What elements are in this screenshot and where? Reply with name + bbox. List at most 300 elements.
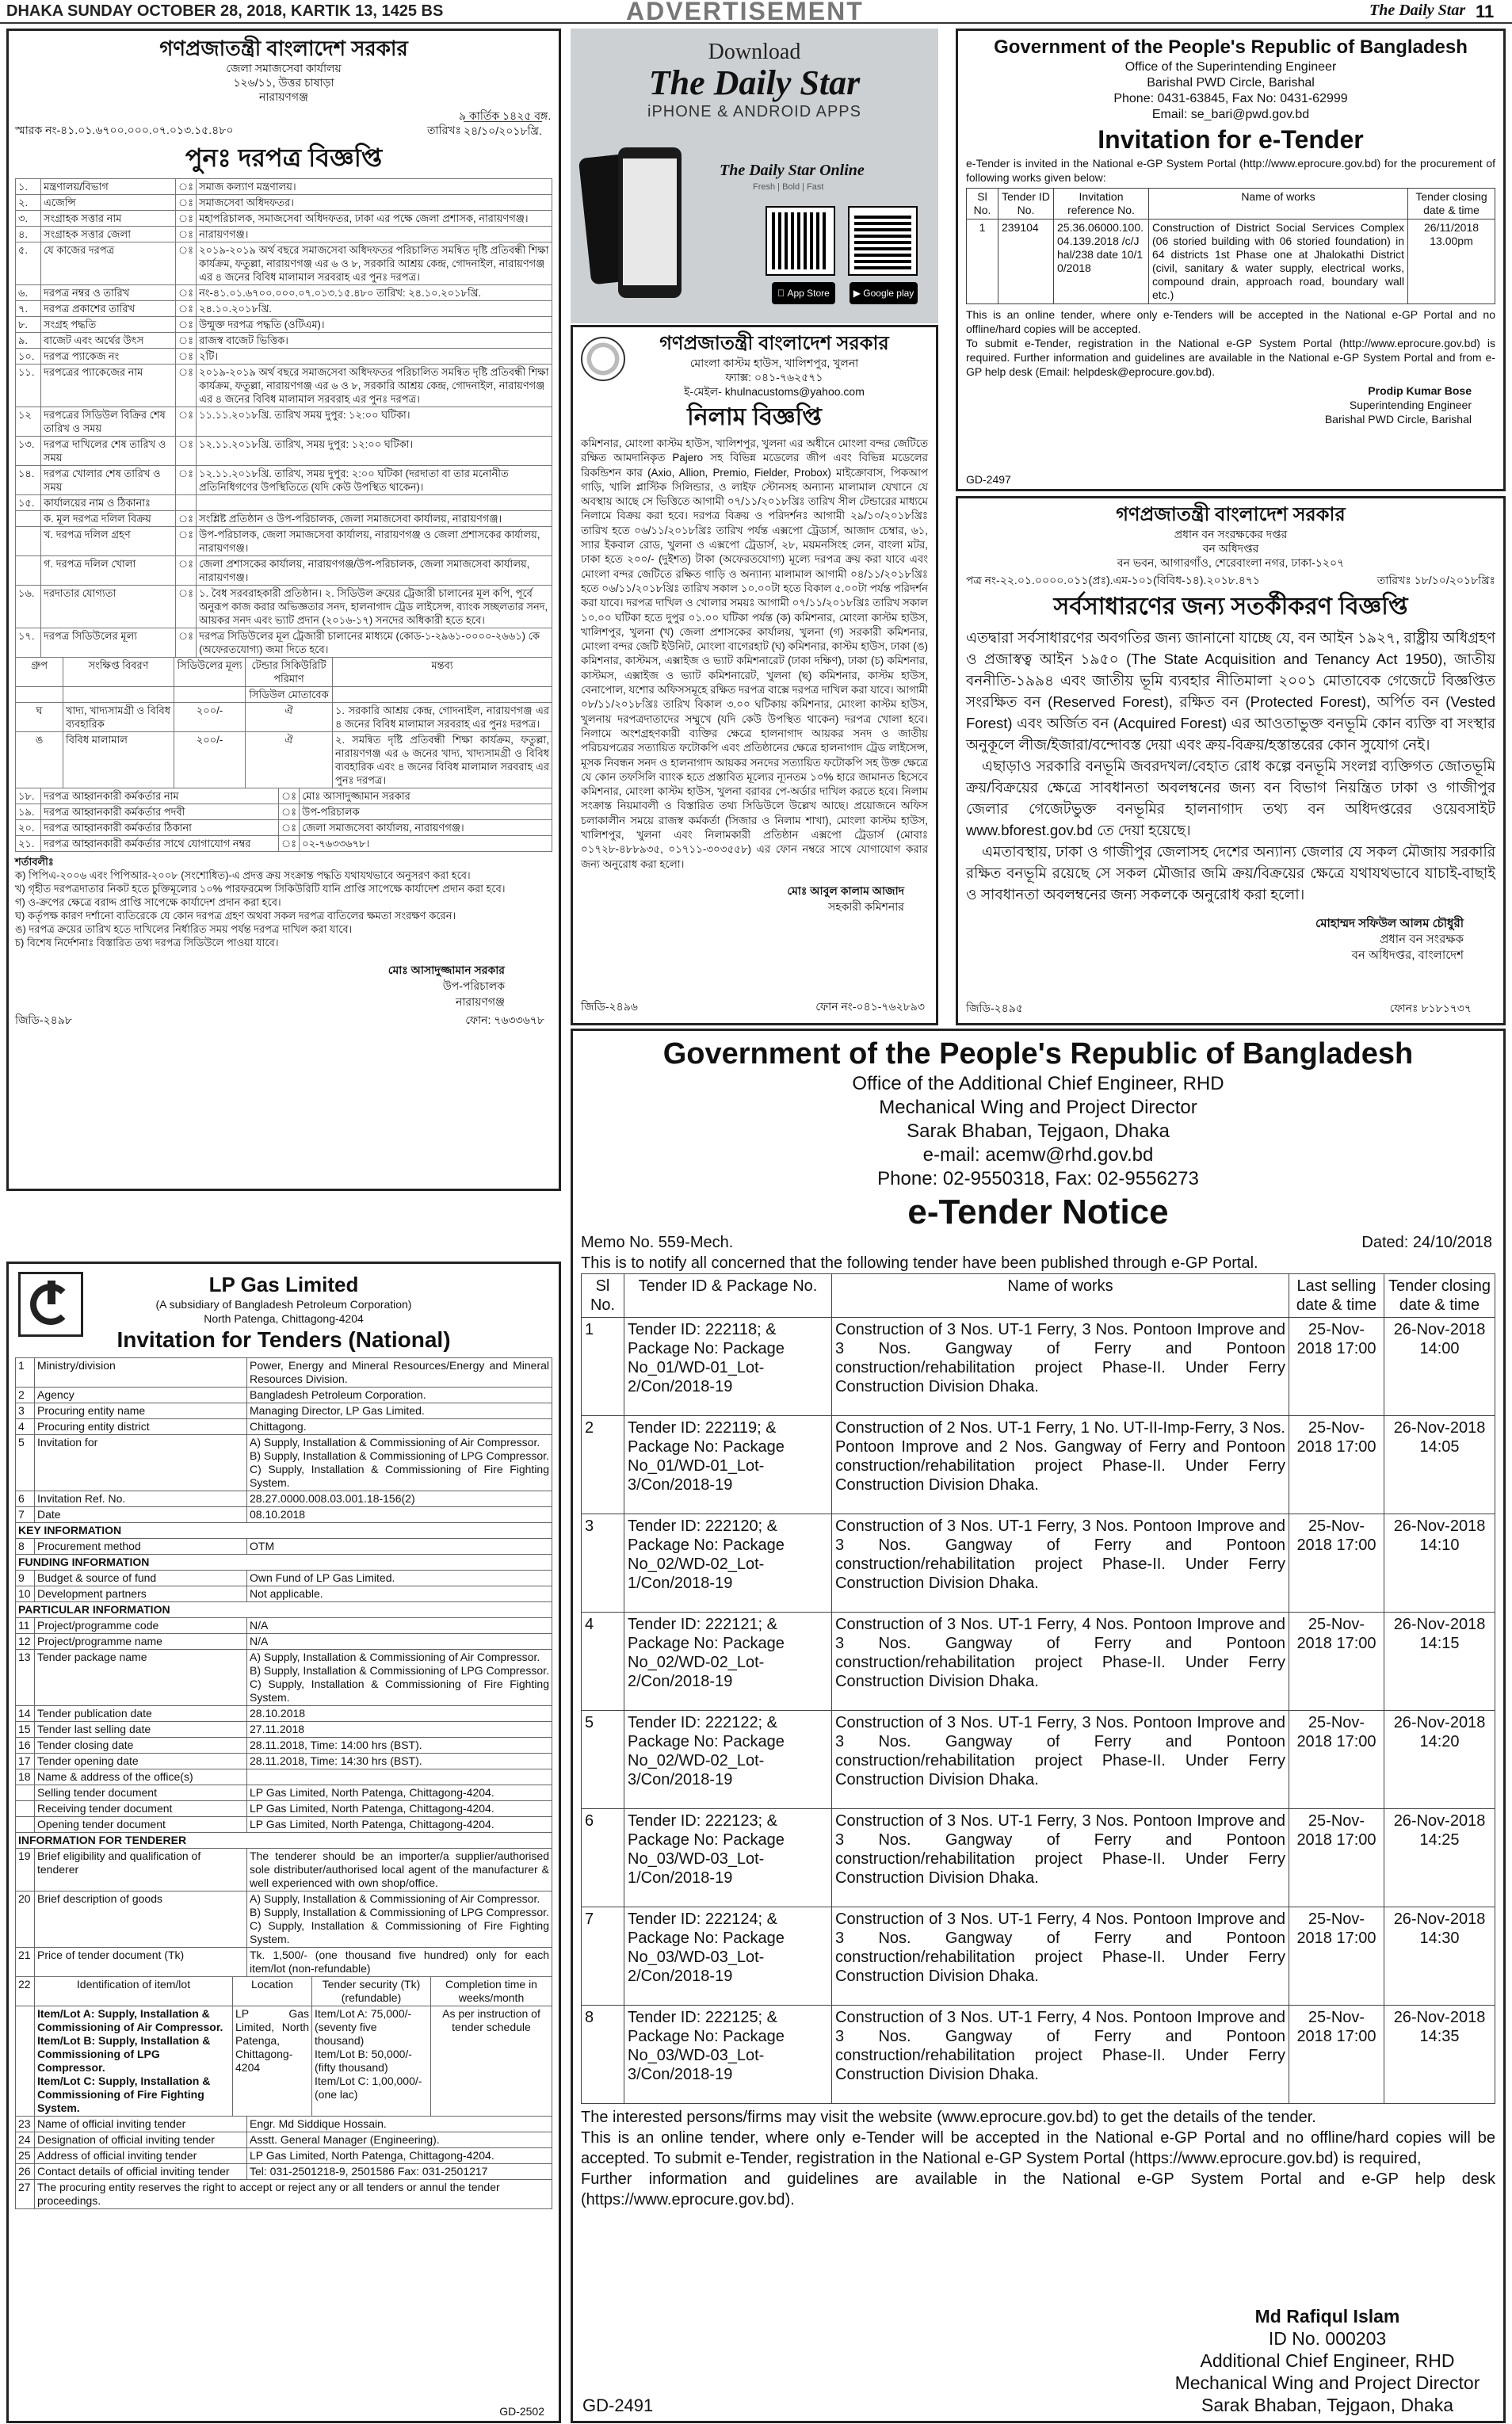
cell: ঃ — [176, 511, 197, 527]
cell: 26-Nov-2018 14:35 — [1384, 2006, 1495, 2104]
col-header: Invitation reference No. — [1054, 189, 1149, 219]
intro: e-Tender is invited in the National e-GP System Portal (http://www.eprocure.gov.bd) for the procurement of following works given below: — [966, 157, 1495, 184]
cell: 25-Nov-2018 17:00 — [1289, 1318, 1384, 1416]
cell: 4 — [16, 1419, 35, 1435]
date: তারিখঃ ১৮/১০/২০১৮খ্রিঃ — [1376, 574, 1495, 586]
table-row — [16, 179, 552, 195]
cell: 26 — [16, 2164, 35, 2180]
cell: ঃ — [176, 301, 197, 317]
cell: ২১. — [16, 836, 41, 852]
cell: ঃ — [176, 349, 197, 365]
table-row — [16, 2148, 552, 2164]
cell: ০২-৭৬৩৩৬৭৮। — [300, 836, 552, 852]
signatory-title: সহকারী কমিশনার — [827, 899, 904, 913]
cell: ১৯. — [16, 804, 41, 820]
google-play-badge[interactable]: ▶ Google play — [850, 282, 918, 304]
page-header — [0, 0, 1512, 24]
cell: 2 — [16, 1388, 35, 1403]
ad-address: নারায়ণগঞ্জ — [258, 90, 309, 103]
cell: Tender ID: 222124; & Package No: Package No_03/WD-03_Lot-2/Con/2018-19 — [624, 1907, 832, 2006]
lot-completion: As per instruction of tender schedule — [431, 2006, 552, 2117]
cell: ১৩. — [16, 437, 41, 466]
cell: 19 — [16, 1849, 35, 1891]
signatory-address: Sarak Bhaban, Tejgaon, Dhaka — [1201, 2395, 1453, 2415]
table-row — [16, 1602, 552, 1618]
cell: 17 — [16, 1754, 35, 1769]
app-store-badge[interactable]: App Store — [772, 282, 835, 304]
cell: দরপত্র আহ্বানকারী কর্মকর্তার পদবী — [41, 804, 279, 820]
cell: Address of official inviting tender — [35, 2148, 247, 2164]
table-row — [16, 1948, 552, 1977]
table-row — [16, 349, 552, 365]
cell: Date — [35, 1507, 247, 1523]
cell: ২. সমন্বিত দৃষ্টি প্রতিবন্ধী শিক্ষা কার্যক্রম, ফতুল্লা, নারায়ণগঞ্জ এর ৬ জনের খাদ্য, খাদ্যসামগ্রী ও বিবিধ ব্যবহারিক এবং ৪ জনের বিবিধ মালামাল সরবরাহ এর পুনঃ দরপত্র। — [333, 732, 552, 788]
col-header: Tender closing date & time — [1408, 189, 1495, 219]
ad-title: নিলাম বিজ্ঞপ্তি — [687, 404, 822, 430]
cell: Brief eligibility and qualification of tenderer — [35, 1849, 247, 1891]
signatory-place: নারায়ণগঞ্জ — [455, 995, 505, 1008]
cell: LP Gas Limited, North Patenga, Chittagong-4204. — [247, 1785, 552, 1801]
signatory-name: Prodip Kumar Bose — [1368, 384, 1472, 397]
table-row — [16, 732, 552, 788]
table-row — [16, 1403, 552, 1419]
cell: ১. বৈধ সরবরাহকারী প্রতিষ্ঠান। ২. সিডিউল ক্রয়ের ট্রেজারী চালানের মূল কপি, পূর্বে অনুরূপ কাজ করার অভিজ্ঞতার সনদ, হালনাগাদ ট্রেড লাইসেন্স, ব্যাংক সচ্ছলতার সনদ, আয়কর সনদ এবং ভ্যাট প্রদান (২০১৬-১৭) সনদের অধিকারী হতে হবে। — [197, 586, 552, 628]
ad-forest-warning — [956, 496, 1506, 1025]
cell: এজেন্সি — [41, 195, 176, 211]
cell: 26-Nov-2018 14:05 — [1384, 1416, 1495, 1514]
cell: ঃ — [176, 179, 197, 195]
table-row — [582, 1613, 1495, 1711]
cell: The procuring entity reserves the right to accept or reject any or all tenders or annul the tender proceedings. — [35, 2180, 552, 2209]
cell: সমাজ কল্যাণ মন্ত্রণালয়। — [197, 179, 552, 195]
tagline: Fresh | Bold | Fast — [753, 182, 824, 192]
signatory-title: উপ-পরিচালক — [442, 979, 505, 992]
schedule-table — [15, 657, 552, 788]
cell: ঘ — [16, 703, 63, 732]
cell: 26-Nov-2018 14:25 — [1384, 1809, 1495, 1907]
cell: ১৫. — [16, 495, 41, 511]
cell: ঃ — [279, 804, 300, 820]
table-row — [16, 1801, 552, 1817]
lot-table — [15, 1976, 552, 2117]
cell: Construction of 3 Nos. UT-1 Ferry, 3 Nos. Pontoon Improve and 3 Nos. Gangway of Ferry and Pontoon construction/rehabilitation project Phase-II. Under Ferry Construction Division Dhaka. — [832, 1809, 1289, 1907]
cell: ২০১৯-২০১৯ অর্থ বছরে সমাজসেবা অধিদফতর পরিচালিত সমন্বিত দৃষ্টি প্রতিবন্ধী শিক্ষা কার্যক্রম, ফতুল্লা, নারায়ণগঞ্জ এর ৬ ও ৮, সরকারি আশ্রয় কেন্দ্র, গোদনাইল, নারায়ণগঞ্জ এর ৪ জনের বিবিধ মালামাল সরবরাহ এর পুনঃ দরপত্র। — [197, 365, 552, 407]
cell: মন্ত্রণালয়/বিভাগ — [41, 179, 176, 195]
wing: Mechanical Wing and Project Director — [879, 1097, 1197, 1118]
phone-mockup — [618, 147, 682, 298]
cell: 2 — [582, 1416, 624, 1514]
signatory-name: মোহাম্মদ সফিউল আলম চৌধুরী — [1315, 917, 1464, 930]
gd-code: GD-2497 — [966, 473, 1011, 486]
cell: দরপত্র খোলার শেষ তারিখ ও সময় — [41, 466, 176, 495]
cell: যে কাজের দরপত্র — [41, 242, 176, 285]
gd-code: জিডি-২৪৯৬ — [581, 1000, 638, 1013]
cell: খ. দরপত্র দলিল গ্রহণ — [41, 527, 176, 556]
table-row — [16, 1891, 552, 1948]
cell: Invitation Ref. No. — [35, 1491, 247, 1507]
gd-code: জিডি-২৪৯৫ — [966, 1002, 1023, 1014]
cell: দরপত্র দাখিলের শেষ তারিখ ও সময় — [41, 437, 176, 466]
office-address: মোংলা কাস্টম হাউস, খালিশপুর, খুলনা — [689, 357, 859, 369]
cell: 24 — [16, 2132, 35, 2148]
cell: Development partners — [35, 1586, 247, 1602]
cell: OTM — [247, 1539, 552, 1555]
cell — [16, 556, 41, 586]
cell: Budget & source of fund — [35, 1571, 247, 1586]
table-row — [16, 1769, 552, 1785]
cell: ঃ — [279, 820, 300, 836]
ad-gov-title: গণপ্রজাতন্ত্রী বাংলাদেশ সরকার — [659, 333, 889, 354]
cell — [197, 495, 552, 511]
cell: A) Supply, Installation & Commissioning of Air Compressor. B) Supply, Installation & Commissioning of LPG Compressor. C) Supply, Installation & Commissioning of Fire Fighting System. — [247, 1650, 552, 1706]
table-row — [16, 365, 552, 407]
cell: ৫. — [16, 242, 41, 285]
table-row — [16, 1358, 552, 1388]
cell: LP Gas Limited, North Patenga, Chittagong-4204. — [247, 2148, 552, 2164]
ad-title: সর্বসাধারণের জন্য সতর্কীকরণ বিজ্ঞপ্তি — [1053, 594, 1408, 620]
cell: 8 — [582, 2006, 624, 2104]
cell: ঃ — [176, 437, 197, 466]
cell — [247, 1769, 552, 1785]
ad-title: পুনঃ দরপত্র বিজ্ঞপ্তি — [185, 143, 383, 172]
signatory-title: Superintending Engineer — [1349, 399, 1472, 411]
cell: ১০. — [16, 349, 41, 365]
table-row — [16, 2164, 552, 2180]
cell: Tender ID: 222123; & Package No: Package No_03/WD-03_Lot-1/Con/2018-19 — [624, 1809, 832, 1907]
cell: N/A — [247, 1634, 552, 1650]
cell: Tender ID: 222122; & Package No: Package No_02/WD-02_Lot-3/Con/2018-19 — [624, 1711, 832, 1809]
cell: সংগ্রাহক সত্তার জেলা — [41, 227, 176, 242]
ad-body: কমিশনার, মোংলা কাস্টম হাউস, খালিশপুর, খুলনা এর অধীনে মোংলা বন্দর জেটিতে রক্ষিত আমদানিকৃত Pajero সহ বিভিন্ন মডেলের জীপ এবং বিভিন্ন মডেলের রিকন্ডিশন কার (Axio, Allion, Premio, Fielder, Probox) মাইক্রোবাস, পিকআপ গাড়ি, খালি প্লাস্টিক সিলিন্ডার, ও লাইফ স্টোনসহ অন্যান্য মালামাল যেখানে যে অবস্থায় আছে সে ভিত্তিতে আগামী ০৭/১১/২০১৮খ্রিঃ তারিখ সীল টেন্ডারের মাধ্যমে নিলামে বিক্রয় করা হবে। দরপত্র বিক্রয় ও পরিদর্শনঃ আগামী ২৯/১০/২০১৮খ্রিঃ তারিখ হতে ০৬/১১/২০১৮খ্রিঃ তারিখ পর্যন্ত এক্সপো ট্রেডার্স, আজাদ চেম্বার, ৬১, স্যার ইকবাল রোড, খুলনা ও এক্সপো ট্রেডার্স, ২৮, ময়মনসিংহ লেন, বাংলা মটর, ঢাকা হতে ২০০/- (দুইশত) টাকা (অফেরতযোগ্য) মূল্যে দরপত্র ক্রয় করা যাবে এবং মোংলা বন্দর জেটিতে রক্ষিত গাড়ি ও অন্যান্য মালামাল আগামী ০৪/১১/২০১৮খ্রিঃ হতে ০৬/১১/২০১৮খ্রিঃ তারিখ সকাল ১০.০০টা হতে বিকাল ৫.০০টা পর্যন্ত পরিদর্শন করা যাবে। দরপত্র দাখিল ও খোলার সময়ঃ আগামী ০৭/১১/২০১৮খ্রিঃ তারিখ সকাল ১০.০০ ঘটিকা হতে দুপুর ০১.০০ ঘটিকা পর্যন্ত (ক) কমিশনার, মোংলা কাস্টম হাউস, খালিশপুর, খুলনা (খ) জেলা প্রশাসকের কার্যালয়, খুলনা (গ) সরকারী কমিশনার, মোংলা বন্দর জেটি ইউনিট, মোংলা বাগেরহাট (ঘ) কমিশনার, কাস্টম হাউস, ঢাকা (ঙ) কমিশনার, কাস্টমস, এক্সাইজ ও ভ্যাট কমিশনারেট (ঢাকা দক্ষিণ), ঢাকা (চ) কমিশনার, কাস্টমস, এক্সাইজ ও ভ্যাট কমিশনারেট, খুলনা (ছ) কমিশনার, কাস্টম হাউস, বেনাপোল, যশোর অফিসসমূহে রক্ষিত দরপত্র বাক্সে দরপত্র দাখিল করা যাবে। আগামী ০৮/১১/২০১৮খ্রিঃ তারিখ বিকাল ৩.০০ ঘটিকায় কমিশনার, মোংলা কাস্টম হাউস, খুলনায় দরপত্রদাতাদের সম্মুখে (যদি কেউ উপস্থিত থাকেন) দরপত্র খোলা হবে। নিলামে অংশগ্রহণকারী ব্যক্তির ক্ষেত্রে হালনাগাদ আয়কর সনদ ও জাতীয় পরিচয়পত্রের সত্যায়িত ফটোকপি এবং প্রতিষ্ঠানের ক্ষেত্রে হালনাগাদ ট্রেড লাইসেন্স, মূসক নিবন্ধন সনদ ও হালনাগাদ আয়কর সনদের সত্যায়িত ফটোকপি সহ উক্ত ক্ষেত্রে যে কোন তফসিলি ব্যাংক হতে প্রস্তাবিত মূল্যের ন্যূনতম ১০% হারে জামানত হিসেবে কমিশনার, মোংলা কাস্টম হাউস, খুলনা বরাবর পে-অর্ডার দাখিল করতে হবে। নিলাম সংক্রান্ত নিয়মাবলী ও বিস্তারিত তথ্য সিডিউলে উল্লেখ আছে। প্রয়োজনে অফিস চলাকালীন সময়ে রাজস্ব কর্মকর্তা (সিজার ও নিলাম শাখা), মোংলা কাস্টম হাউস, খালিশপুর, খুলনা এবং নিলামকারী প্রতিষ্ঠান এক্সপো ট্রেডার্স (মোবাঃ ০১৭২৮-৪৮৮৯৩৫, ০১৭১১-৩০৩৫৫৮) এর ফোন নম্বরে সাথে যোগাযোগ করার জন্য অনুরোধ করা হলো। — [581, 437, 929, 870]
table-row — [16, 407, 552, 437]
table-row — [16, 2132, 552, 2148]
signatory-wing: Mechanical Wing and Project Director — [1174, 2372, 1480, 2393]
cell: Construction of 3 Nos. UT-1 Ferry, 4 Nos. Pontoon Improve and 3 Nos. Gangway of Ferry and Pontoon construction/rehabilitation project Phase-II. Under Ferry Construction Division Dhaka. — [832, 1613, 1289, 1711]
table-row — [16, 527, 552, 556]
cell: সংশ্লিষ্ট প্রতিষ্ঠান ও উপ-পরিচালক, জেলা সমাজসেবা কার্যালয়, নারায়ণগঞ্জ। — [197, 511, 552, 527]
cell: Construction of 3 Nos. UT-1 Ferry, 3 Nos. Pontoon Improve and 3 Nos. Gangway of Ferry and Pontoon construction/rehabilitation project Phase-II. Under Ferry Construction Division Dhaka. — [832, 1514, 1289, 1613]
signatory-name: Md Rafiqul Islam — [1254, 2306, 1400, 2327]
cell: খাদ্য, খাদ্যসামগ্রী ও বিবিধ ব্যবহারিক — [63, 703, 174, 732]
paragraph: এছাড়াও সরকারি বনভূমি জবরদখল/বেহাত রোধ কল্পে বনভূমি সংলগ্ন ব্যক্তিগত জোতভূমি ক্রয়/বিক্রয়ের ক্ষেত্রে সাবধানতা অবলম্বনের জন্য বন বিভাগ নিয়ন্ত্রিত ঢাকা ও গাজীপুর জেলার গেজেটভুক্ত বনভূমির হালনাগাদ তথ্য বন অধিদপ্তরের ওয়েবসাইট www.bforest.gov.bd তে দেয়া হয়েছে। — [966, 758, 1495, 838]
cell: 22 — [16, 1977, 35, 2006]
masthead: The Daily Star — [1369, 2, 1466, 19]
table-row — [16, 820, 552, 836]
cell: 12 — [16, 1634, 35, 1650]
section-heading: KEY INFORMATION — [16, 1523, 552, 1539]
table-row — [16, 285, 552, 301]
cell: ১২ — [16, 407, 41, 437]
cell: ঃ — [176, 466, 197, 495]
qr-code-icon — [850, 208, 916, 274]
cell: ঃ — [279, 836, 300, 852]
page-number: 11 — [1476, 2, 1495, 21]
cell: জেলা সমাজসেবা কার্যালয়, নারায়ণগঞ্জ। — [300, 820, 552, 836]
table-row — [16, 1388, 552, 1403]
ad-gov-title: Government of the People's Republic of Bangladesh — [662, 1037, 1414, 1071]
office-circle: Barishal PWD Circle, Barishal — [1147, 76, 1315, 90]
cell: Project/programme code — [35, 1618, 247, 1634]
cell: ৯. — [16, 333, 41, 349]
cell: LP Gas Limited, North Patenga, Chittagong-4204. — [247, 1817, 552, 1833]
table-row — [16, 2117, 552, 2132]
col-header: মন্তব্য — [333, 658, 552, 687]
col-header: Identification of item/lot — [35, 1977, 233, 2006]
cell: বিবিধ মালামাল — [63, 732, 174, 788]
cell: ১. — [16, 179, 41, 195]
cell: 11 — [16, 1618, 35, 1634]
cell: দরপত্র প্যাকেজ নং — [41, 349, 176, 365]
cell: 13 — [16, 1650, 35, 1706]
table-row — [16, 242, 552, 285]
cell: 28.11.2018, Time: 14:00 hrs (BST). — [247, 1738, 552, 1754]
cell: 26-Nov-2018 14:00 — [1384, 1318, 1495, 1416]
signatory-name: মোঃ আবুল কালাম আজাদ — [787, 884, 904, 897]
cell: ২০০/- — [174, 703, 246, 732]
table-row — [16, 788, 552, 804]
ad-gov-title: গণপ্রজাতন্ত্রী বাংলাদেশ সরকার — [159, 36, 408, 60]
cell: 28.11.2018, Time: 14:30 hrs (BST). — [247, 1754, 552, 1769]
condition-item: চ) বিশেষ নির্দেশনাঃ বিস্তারিত তথ্য দরপত্র সিডিউলে পাওয়া যাবে। — [15, 937, 279, 949]
cell: গ. দরপত্র দলিল খোলা — [41, 556, 176, 586]
cell: 25 — [16, 2148, 35, 2164]
cell — [16, 1801, 35, 1817]
table-row — [16, 1785, 552, 1801]
cell: Managing Director, LP Gas Limited. — [247, 1403, 552, 1419]
cell: ঃ — [176, 285, 197, 301]
col-header: Location — [233, 1977, 312, 2006]
cell: 28.27.0000.008.03.001.18-156(2) — [247, 1491, 552, 1507]
cell: ৬. — [16, 285, 41, 301]
cell: ঃ — [176, 195, 197, 211]
cell: জেলা প্রশাসকের কার্যালয়, নারায়ণগঞ্জ/উপ-পরিচালক, জেলা সমাজসেবা কার্যালয়, নারায়ণগঞ্জ। — [197, 556, 552, 586]
cell: 26-Nov-2018 14:10 — [1384, 1514, 1495, 1613]
cell: 21 — [16, 1948, 35, 1977]
download-label: Download — [708, 40, 801, 64]
cell: Construction of 3 Nos. UT-1 Ferry, 4 Nos. Pontoon Improve and 3 Nos. Gangway of Ferry and Pontoon construction/rehabilitation project Phase-II. Under Ferry Construction Division Dhaka. — [832, 1907, 1289, 2006]
col-header: Tender ID & Package No. — [624, 1274, 832, 1318]
cell: Ministry/division — [35, 1358, 247, 1388]
cell: 3 — [582, 1514, 624, 1613]
table-row — [582, 2006, 1495, 2104]
note-registration: To submit e-Tender, registration in the National e-GP System Portal (http://www.eprocure.gov.bd) is required. Further information and guidelines are available in the National e-GP System Portal and from e-GP help desk (Email: helpdesk@eprocure.gov.bd). — [966, 337, 1495, 378]
signatory-office: Barishal PWD Circle, Barishal — [1324, 413, 1472, 426]
cell: Own Fund of LP Gas Limited. — [247, 1571, 552, 1586]
table-row — [16, 211, 552, 227]
ad-gov-title: Government of the People's Republic of Bangladesh — [994, 36, 1468, 58]
signatory-office: বন অধিদপ্তর, বাংলাদেশ — [1351, 949, 1464, 962]
table-row — [16, 556, 552, 586]
dated: Dated: 24/10/2018 — [1361, 1234, 1492, 1251]
table-row — [16, 1817, 552, 1833]
cell: ২৪.১০.২০১৮খ্রি. — [197, 301, 552, 317]
phone-fax: Phone: 0431-63845, Fax No: 0431-62999 — [1113, 92, 1348, 105]
table-row — [16, 687, 552, 703]
table-row — [16, 1507, 552, 1523]
memo-number: পত্র নং-২২.০১.০০০০.০১১(প্রঃ).এম-১০১(বিবিধ-১৪).২০১৮.৪৭১ — [966, 574, 1260, 586]
cell: 1 — [967, 219, 998, 304]
table-row — [16, 227, 552, 242]
cell: ঃ — [176, 527, 197, 556]
cell: ঃ — [176, 586, 197, 628]
table-row — [16, 317, 552, 333]
cell: 25-Nov-2018 17:00 — [1289, 1416, 1384, 1514]
cell — [16, 527, 41, 556]
cell: N/A — [247, 1618, 552, 1634]
col-header: Sl No. — [967, 189, 998, 219]
cell: Construction of 3 Nos. UT-1 Ferry, 3 Nos. Pontoon Improve and 3 Nos. Gangway of Ferry and Pontoon construction/rehabilitation project Phase-II. Under Ferry Construction Division Dhaka. — [832, 1318, 1289, 1416]
cell: নং-৪১.০১.৬৭০০.০০০.০৭.০১৩.১৫.৪৮০ তারিখ: ২৪.১০.২০১৮খ্রি. — [197, 285, 552, 301]
condition-item: ঘ) কর্তৃপক্ষ কারণ দর্শানো ব্যতিরেকে যে কোন দরপত্র গ্রহণ অথবা সকল দরপত্র বাতিলের ক্ষমতা সংরক্ষণ করেন। — [15, 910, 456, 922]
cell: ঃ — [279, 788, 300, 804]
cell: ২০১৯-২০১৯ অর্থ বছরে সমাজসেবা অধিদফতর পরিচালিত সমন্বিত দৃষ্টি প্রতিবন্ধী শিক্ষা কার্যক্রম, ফতুল্লা, নারায়ণগঞ্জ এর ৬ ও ৮, সরকারি আশ্রয় কেন্দ্র, গোদনাইল, নারায়ণগঞ্জ এর ৪ জনের বিবিধ মালামাল সরবরাহ এর পুনঃ দরপত্র। — [197, 242, 552, 285]
cell: দরপত্র আহ্বানকারী কর্মকর্তার সাথে যোগাযোগ নম্বর — [41, 836, 279, 852]
footer-note: Further information and guidelines are available in the National e-GP System Portal and e-GP help desk (https://www.eprocure.gov.bd). — [581, 2170, 1495, 2208]
cell: ২০. — [16, 820, 41, 836]
tender-info-table — [15, 178, 552, 658]
ad-office: জেলা সমাজসেবা কার্যালয় — [226, 62, 342, 74]
play-icon: ▶ — [853, 288, 861, 299]
cell: মহাপরিচালক, সমাজসেবা অধিদফতর, ঢাকা এর পক্ষে জেলা প্রশাসক, নারায়ণগঞ্জ। — [197, 211, 552, 227]
cell: 15 — [16, 1722, 35, 1738]
cell: Power, Energy and Mineral Resources/Energy and Mineral Resources Division. — [247, 1358, 552, 1388]
cell: 5 — [16, 1435, 35, 1491]
cell: 25-Nov-2018 17:00 — [1289, 1711, 1384, 1809]
col-header: সিডিউলের মূল্য — [174, 658, 246, 687]
table-row — [16, 1419, 552, 1435]
ad-address: ১২৬/১১, উত্তর চাষাড়া — [233, 76, 334, 89]
cell: 16 — [16, 1738, 35, 1754]
cell: 27.11.2018 — [247, 1722, 552, 1738]
cell: দরপত্র নম্বর ও তারিখ — [41, 285, 176, 301]
signatory-title: প্রধান বন সংরক্ষক — [1380, 933, 1464, 946]
table-row — [16, 1555, 552, 1571]
cell: 25-Nov-2018 17:00 — [1289, 1907, 1384, 2006]
table-row — [16, 1849, 552, 1891]
cell: 239104 — [998, 219, 1054, 304]
cell: ঙ — [16, 732, 63, 788]
cell: Bangladesh Petroleum Corporation. — [247, 1388, 552, 1403]
col-header: Name of works — [1149, 189, 1408, 219]
ad-title: Invitation for e-Tender — [1098, 125, 1364, 154]
company-address: North Patenga, Chittagong-4204 — [204, 1312, 364, 1325]
ad-daily-star-app — [571, 29, 938, 323]
email: Email: se_bari@pwd.gov.bd — [1151, 108, 1310, 121]
cell: ১৭. — [16, 628, 41, 658]
cell: দরদাতার যোগ্যতা — [41, 586, 176, 628]
cell: ১. সরকারি আশ্রয় কেন্দ্র, গোদনাইল, নারায়ণগঞ্জ এর ৪ জনের বিবিধ মালামাল সরবরাহ এর পুনঃ দরপত্র। — [333, 703, 552, 732]
subsidiary-note: (A subsidiary of Bangladesh Petroleum Corporation) — [155, 1298, 412, 1311]
cell: ঃ — [176, 317, 197, 333]
cell: 6 — [16, 1491, 35, 1507]
company-name: LP Gas Limited — [208, 1273, 359, 1296]
cell — [176, 495, 197, 511]
cell: Construction of District Social Services Complex (06 storied building with 06 storied foundation) in 64 districts 1st Phase one at Jhalokathi District (civil, sanitary & water supply, electrical works, compound drain, approach road, boundary wall etc.) — [1149, 219, 1408, 304]
table-row — [16, 1833, 552, 1849]
lp-gas-logo-icon — [18, 1272, 83, 1337]
cell: 9 — [16, 1571, 35, 1586]
col-header: Last selling date & time — [1289, 1274, 1384, 1318]
cell: LP Gas Limited, North Patenga, Chittagong-4204. — [247, 1801, 552, 1817]
paragraph: এমতাবস্থায়, ঢাকা ও গাজীপুর জেলাসহ দেশের অন্যান্য জেলার যে সকল মৌজায় সরকারি রক্ষিত বনভূমি রয়েছে সে সকল মৌজার জমি ক্রয়/বিক্রয়ের ক্ষেত্রে যথাযথভাবে যাচাই-বাছাই ও সাবধানতা অবলম্বনের জন্য সকলকে অনুরোধ করা হলো। — [966, 843, 1495, 903]
cell: ঃ — [176, 628, 197, 658]
cell: Tender package name — [35, 1650, 247, 1706]
cell: দরপত্রের সিডিউল বিক্রির শেষ তারিখ ও সময় — [41, 407, 176, 437]
cell: Procuring entity district — [35, 1419, 247, 1435]
col-header: Tender ID No. — [998, 189, 1054, 219]
ad-lp-gas-tender — [6, 1262, 561, 2423]
gd-code: জিডি-২৪৯৮ — [15, 1013, 72, 1026]
phone-fax: Phone: 02-9550318, Fax: 02-9556273 — [877, 1168, 1199, 1189]
table-row — [16, 1650, 552, 1706]
cell — [16, 511, 41, 527]
section-heading: FUNDING INFORMATION — [16, 1555, 552, 1571]
lot-security: Item/Lot A: 75,000/- (seventy five thousand) Item/Lot B: 50,000/- (fifty thousand) Item/Lot C: 1,00,000/- (one lac) — [312, 2006, 431, 2117]
table-row — [16, 1586, 552, 1602]
cell: ১৮. — [16, 788, 41, 804]
cell: ২. — [16, 195, 41, 211]
ad-gov-title: গণপ্রজাতন্ত্রী বাংলাদেশ সরকার — [1116, 504, 1346, 525]
cell: Tender ID: 222125; & Package No: Package No_03/WD-03_Lot-3/Con/2018-19 — [624, 2006, 832, 2104]
condition-item: ক) পিপিএ-২০০৬ এবং পিপিআর-২০০৮ (সংশোধিত)-এ প্রদত্ত ক্রয় সংক্রান্ত পদ্ধতি যথাযথভাবে অনুসরণ করা হবে। — [15, 869, 471, 881]
cell: Tender last selling date — [35, 1722, 247, 1738]
cell — [16, 1785, 35, 1801]
col-header: Completion time in weeks/month — [431, 1977, 552, 2006]
cell: Construction of 2 Nos. UT-1 Ferry, 1 No. UT-II-Imp-Ferry, 3 Nos. Pontoon Improve and 2 Nos. Gangway of Ferry and Pontoon construction/rehabilitation project Phase-II. Under Ferry Construction Division Dhaka. — [832, 1416, 1289, 1514]
gd-code: GD-2491 — [582, 2395, 654, 2415]
cell: Project/programme name — [35, 1634, 247, 1650]
cell: নারায়ণগঞ্জ। — [197, 227, 552, 242]
col-header: Tender closing date & time — [1384, 1274, 1495, 1318]
table-row — [16, 195, 552, 211]
cell: Receiving tender document — [35, 1801, 247, 1817]
cell: Construction of 3 Nos. UT-1 Ferry, 3 Nos. Pontoon Improve and 3 Nos. Gangway of Ferry and Pontoon construction/rehabilitation project Phase-II. Under Ferry Construction Division Dhaka. — [832, 1711, 1289, 1809]
paragraph: এতদ্বারা সর্বসাধারণের অবগতির জন্য জানানো যাচ্ছে যে, বন আইন ১৯২৭, রাষ্ট্রীয় অধিগ্রহণ ও প্রজাস্বত্ব আইন ১৯৫০ (The State Acquisition and Tenancy Act 1950), জাতীয় বননীতি-১৯৯৪ এবং জাতীয় ভূমি ব্যবহার নীতিমালা ২০০১ মোতাবেক গেজেটে বিজ্ঞপ্তিত সংরক্ষিত বন (Reserved Forest), রক্ষিত বন (Protected Forest), অর্পিত বন (Vested Forest) এবং অর্জিত বন (Acquired Forest) এর আওতাভুক্ত বনভূমি কোন ব্যক্তি বা সংস্থার অনুকূলে লীজ/ইজারা/বন্দোবস্ত দেয়া এবং ক্রয়-বিক্রয়/হস্তান্তরের কোন সুযোগ নেই। — [966, 629, 1495, 753]
cell: ১১.১১.২০১৮খ্রি. তারিখ সময় দুপুর: ১২:০০ ঘটিকা। — [197, 407, 552, 437]
cell: 08.10.2018 — [247, 1507, 552, 1523]
cell: Name & address of the office(s) — [35, 1769, 247, 1785]
cell: A) Supply, Installation & Commissioning of Air Compressor. B) Supply, Installation & Commissioning of LPG Compressor. C) Supply, Installation & Commissioning of Fire Fighting System. — [247, 1435, 552, 1491]
cell: ১২.১১.২০১৮খ্রি. তারিখ, সময় দুপুর: ২:০০ ঘটিকা (দরদাতা বা তার মনোনীত প্রতিনিধিগণের উপস্থিতিতে (যদি কেউ উপস্থিত থাকেন)। — [197, 466, 552, 495]
cell: 20 — [16, 1891, 35, 1948]
cell: 26-Nov-2018 14:30 — [1384, 1907, 1495, 2006]
col-header: সংক্ষিপ্ত বিবরণ — [63, 658, 174, 687]
table-row — [16, 1706, 552, 1722]
cell: রাজস্ব বাজেট ভিত্তিক। — [197, 333, 552, 349]
table-row — [16, 628, 552, 658]
table-row — [16, 1738, 552, 1754]
cell: Tender ID: 222119; & Package No: Package No_01/WD-01_Lot-3/Con/2018-19 — [624, 1416, 832, 1514]
phone: ফোন নং-০৪১-৭৬২৮৯৩ — [815, 1000, 925, 1013]
table-row — [16, 495, 552, 511]
table-row — [16, 1539, 552, 1555]
table-row — [16, 586, 552, 628]
table-row — [16, 437, 552, 466]
cell: দরপত্র প্রকাশের তারিখ — [41, 301, 176, 317]
gd-code: GD-2502 — [499, 2405, 544, 2418]
section-heading: PARTICULAR INFORMATION — [16, 1602, 552, 1618]
cell: 25-Nov-2018 17:00 — [1289, 1809, 1384, 1907]
lot-location: LP Gas Limited, North Patenga, Chittagong-4204 — [233, 2006, 312, 2117]
cell: ঐ — [246, 703, 333, 732]
cell: ঃ — [176, 556, 197, 586]
cell: 23 — [16, 2117, 35, 2132]
ad-pwd-barishal-etender — [956, 29, 1506, 491]
ad-title: Invitation for Tenders (National) — [116, 1327, 451, 1352]
table-row — [16, 804, 552, 820]
ad-title: e-Tender Notice — [907, 1193, 1169, 1231]
cell: Tender closing date — [35, 1738, 247, 1754]
